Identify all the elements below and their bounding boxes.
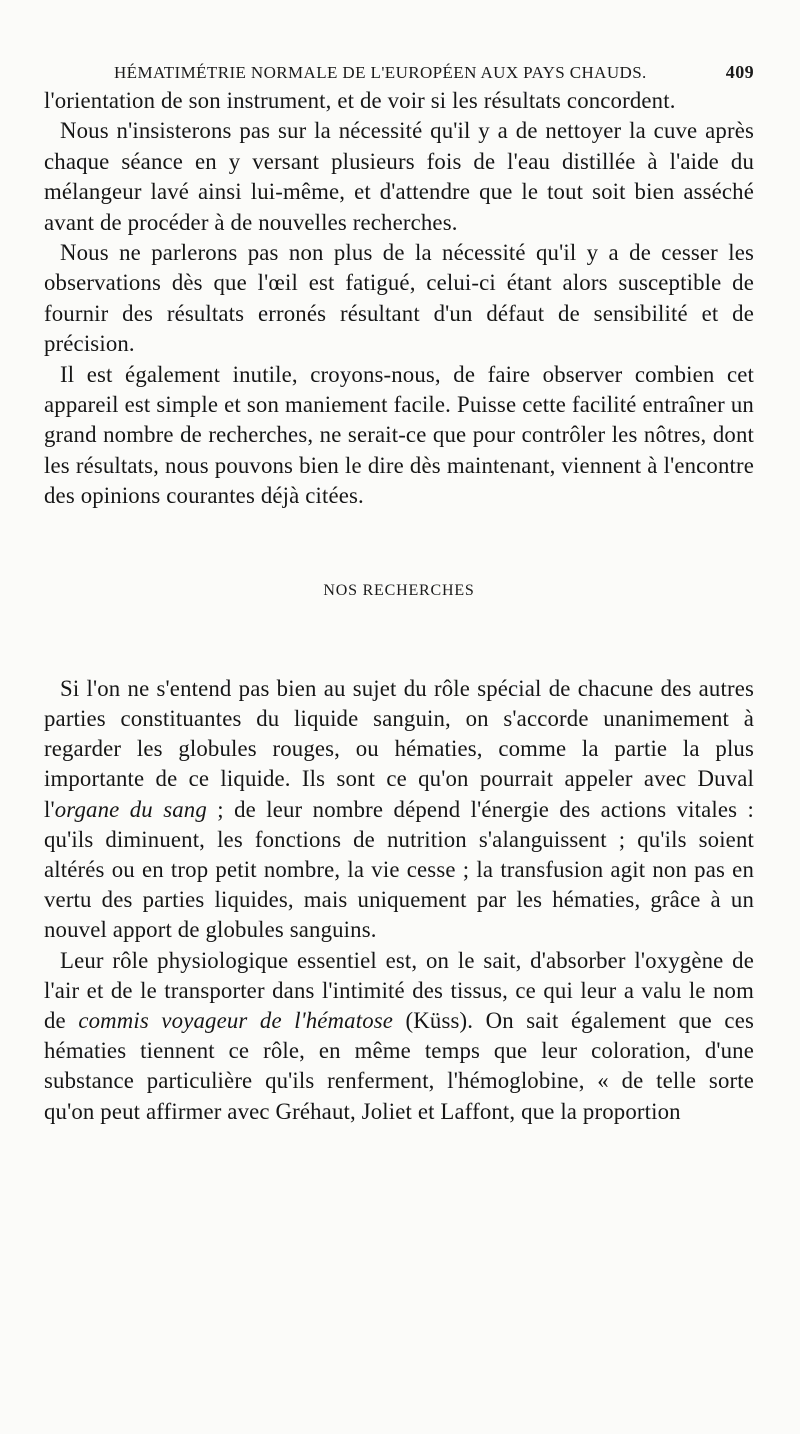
section-title: NOS RECHERCHES [323,581,475,599]
running-title: HÉMATIMÉTRIE NORMALE DE L'EUROPÉEN AUX PAYS CHAUDS. [114,63,647,82]
section-heading [44,582,754,600]
paragraph-5-text-b: ; de leur nombre dépend l'énergie des actions vitales : qu'ils diminuent, les fonctions de nutrition s'alanguissent ; qu'ils soient altérés ou en trop petit nombre, la vie cesse ; la transfusion agit non pas en vertu des parties liquides, mais uniquement par les hématies, grâce à un nouvel apport de globules sanguins. [44,796,755,943]
paragraph-6-italic: commis voyageur de l'hématose [78,1007,394,1033]
running-header [114,62,754,83]
paragraph-6-text-b: (Küss). On sait également que ces hématies tiennent ce rôle, en même temps que leur coloration, d'une substance particulière qu'ils renferment, l'hémoglobine, « de telle sorte qu'on peut affirmer avec Gréhaut, Joliet et Laffont, que la proportion [44,1007,754,1124]
paragraph-6-text-a: Leur rôle physiologique essentiel est, on le sait, d'absorber l'oxygène de l'air et de le transporter dans l'intimité des tissus, ce qui leur a valu le nom de [44,947,754,1033]
paragraph-5-text-a: Si l'on ne s'entend pas bien au sujet du rôle spécial de chacune des autres parties constituantes du liquide sanguin, on s'accorde unanimement à regarder les globules rouges, ou hématies, comme la partie la plus importante de ce liquide. Ils sont ce qu'on pourrait appeler avec Duval l' [44,675,754,822]
paragraph-5 [44,674,754,946]
paragraph-2: Nous n'insisterons pas sur la nécessité qu'il y a de nettoyer la cuve après chaque séance en y versant plusieurs fois de l'eau distillée à l'aide du mélangeur lavé ainsi lui-même, et d'attendre que le tout soit bien asséché avant de procéder à de nouvelles recherches. [44,118,754,235]
paragraph-1: l'orientation de son instrument, et de voir si les résultats concordent. [44,88,676,113]
paragraph-6 [44,946,754,1127]
page-number: 409 [725,62,754,82]
paragraph-3: Nous ne parlerons pas non plus de la nécessité qu'il y a de cesser les observations dès que l'œil est fatigué, celui-ci étant alors susceptible de fournir des résultats erronés résultant d'un défaut de sensibilité et de précision. [44,240,754,357]
paragraph-5-italic: organe du sang [54,796,207,822]
paragraph-4: Il est également inutile, croyons-nous, de faire observer combien cet appareil est simple et son maniement facile. Puisse cette facilité entraîner un grand nombre de recherches, ne serait-ce que pour contrôler les nôtres, dont les résultats, nous pouvons bien le dire dès maintenant, viennent à l'encontre des opinions courantes déjà citées. [44,361,754,509]
